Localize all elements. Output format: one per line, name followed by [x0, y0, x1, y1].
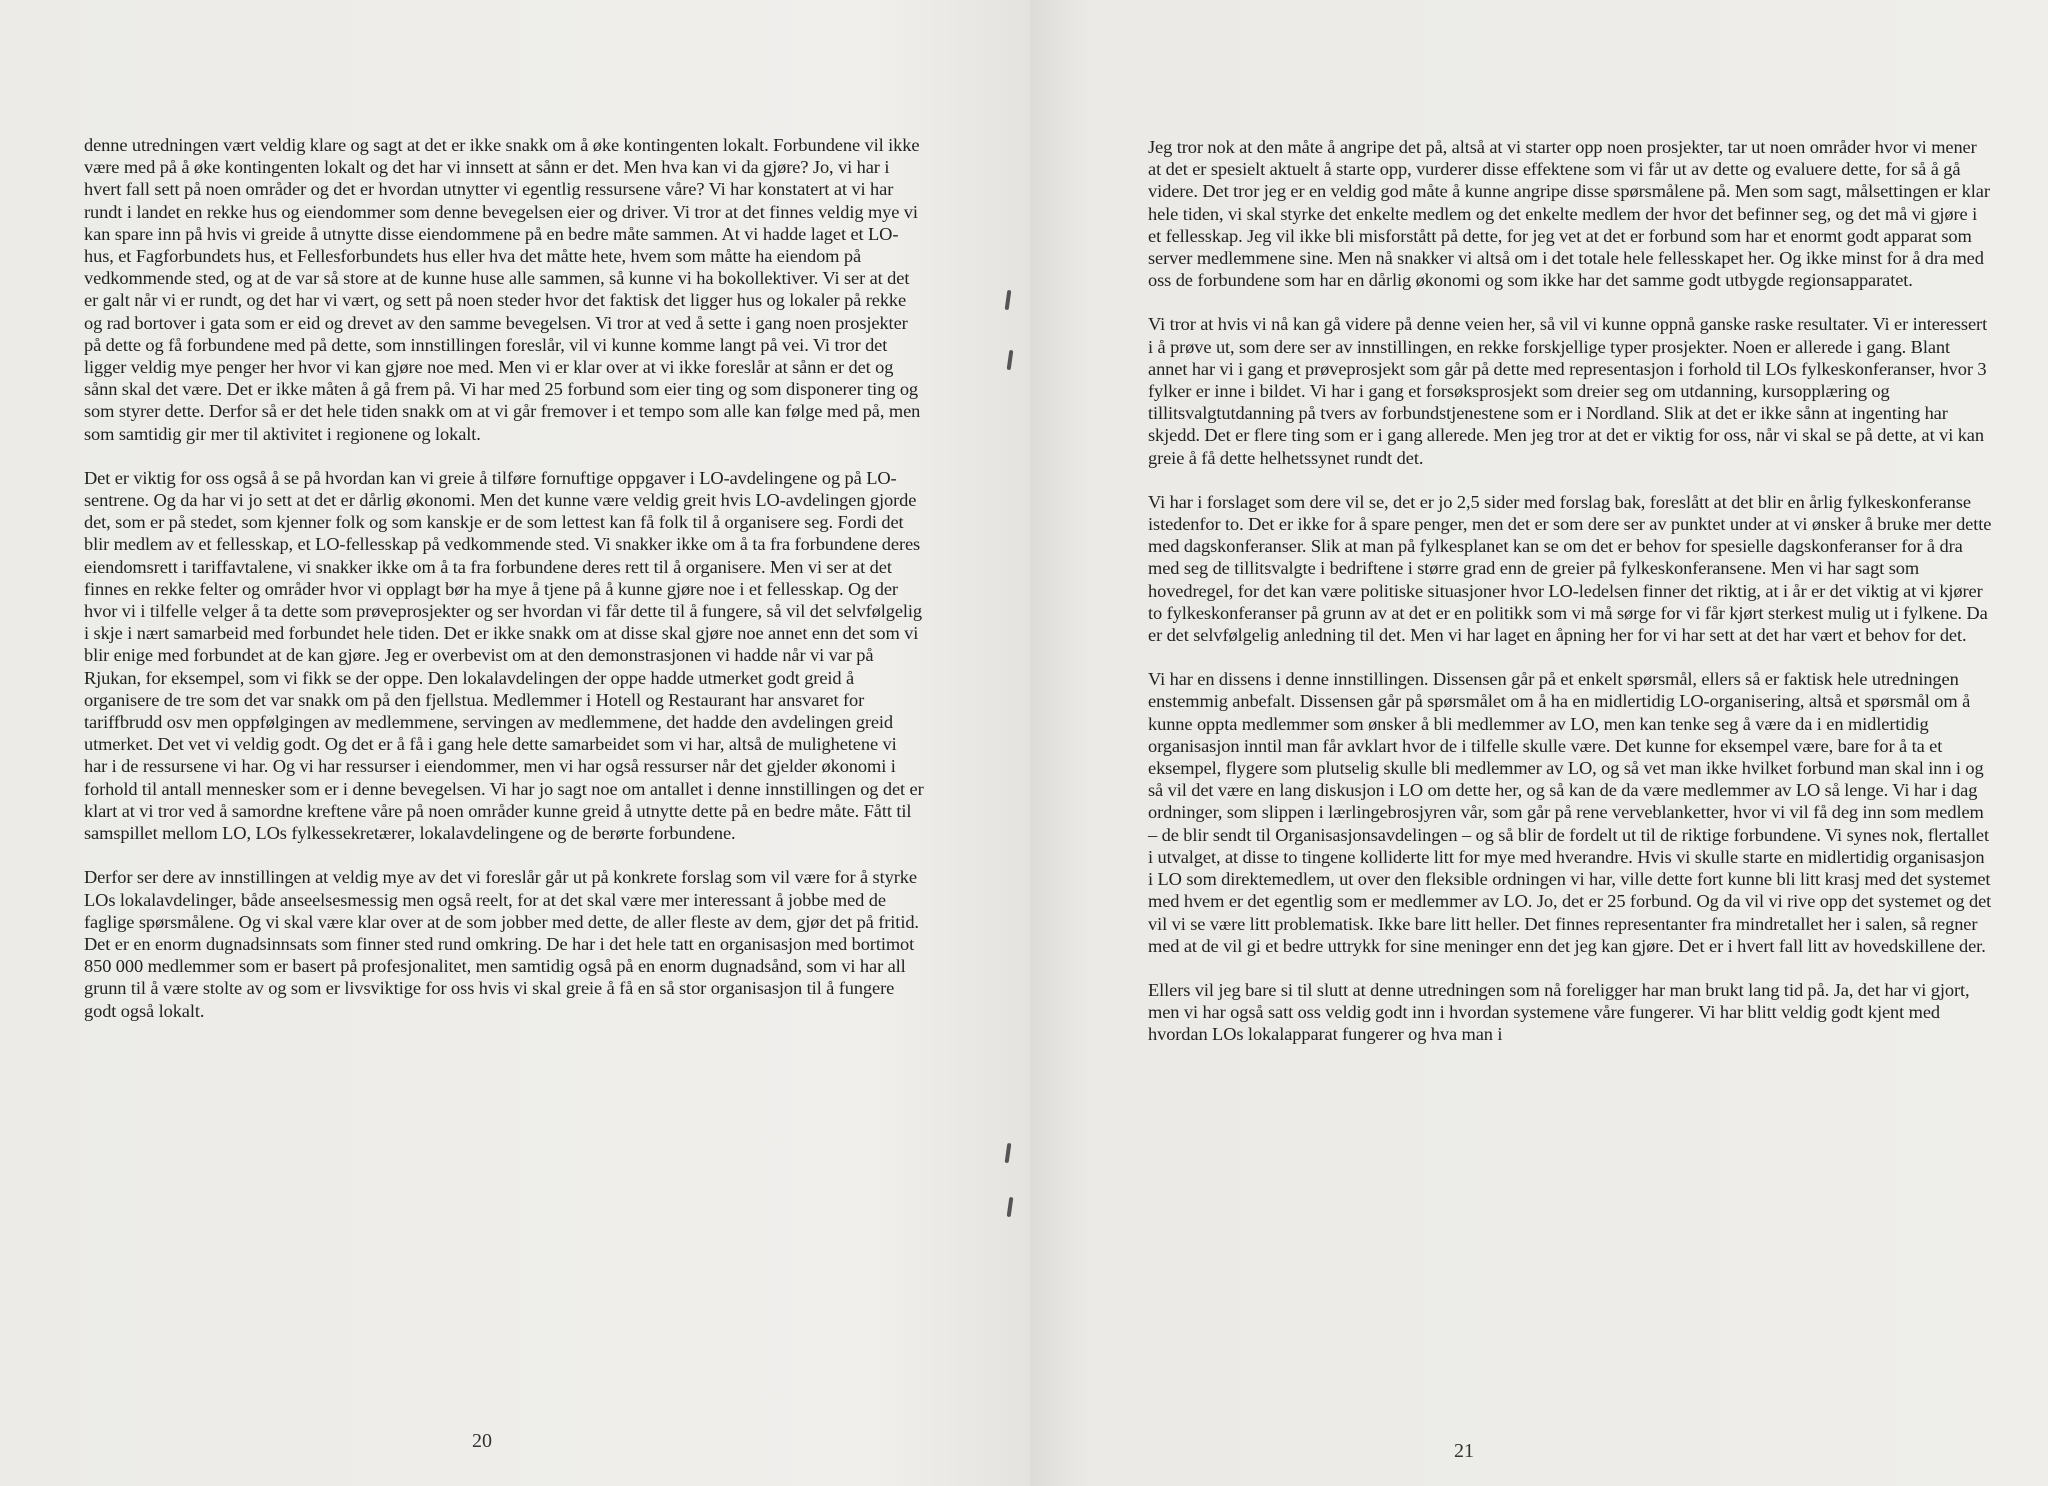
page-number: 21 [1454, 1440, 1474, 1462]
left-page-body [84, 134, 924, 1044]
right-page-body [1148, 136, 1993, 1068]
paragraph: Det er viktig for oss også å se på hvordan kan vi greie å tilføre fornuftige oppgaver i LO-avdelingene og på LO-sentrene. Og da har vi jo sett at det er dårlig økonomi. Men det kunne være veldig greit hvis LO-avdelingen gjorde det, som er på stedet, som kjenner folk og som kanskje er de som lettest kan få folk til å organisere seg. Fordi det blir medlem av et fellesskap, et LO-fellesskap på vedkommende sted. Vi snakker ikke om å ta fra forbundene deres eiendomsrett i tariffavtalene, vi snakker ikke om å ta fra forbundene deres rett til å organisere. Men vi ser at det finnes en rekke felter og områder hvor vi opplagt bør ha mye å tjene på å kunne gjøre noe i et fellesskap. Og der hvor vi i tilfelle velger å ta dette som prøveprosjekter og ser hvordan vi får dette til å fungere, så vil det selvfølgelig i skje i nært samarbeid med forbundet hele tiden. Det er ikke snakk om at disse skal gjøre noe annet enn det som vi blir enige med forbundet at de kan gjøre. Jeg er overbevist om at den demonstrasjonen vi hadde når vi var på Rjukan, for eksempel, som vi fikk se der oppe. Den lokalavdelingen der oppe hadde utmerket godt greid å organisere de tre som det var snakk om på den fjellstua. Medlemmer i Hotell og Restaurant har ansvaret for tariffbrudd osv men oppfølgingen av medlemmene, servingen av medlemmene, det hadde den avdelingen greid utmerket. Det vet vi veldig godt. Og det er å få i gang hele dette samarbeidet som vi har, altså de mulighetene vi har i de ressursene vi har. Og vi har ressurser i eiendommer, men vi har også ressurser når det gjelder økonomi i forhold til antall mennesker som er i denne bevegelsen. Vi har jo sagt noe om antallet i denne innstillingen og det er klart at vi tror ved å samordne kreftene våre på noen områder kunne greid å utnytte dette på en bedre måte. Fått til samspillet mellom LO, LOs fylkessekretærer, lokalavdelingene og de berørte forbundene. [84, 467, 924, 844]
paragraph: Ellers vil jeg bare si til slutt at denne utredningen som nå foreligger har man brukt lang tid på. Ja, det har vi gjort, men vi har også satt oss veldig godt inn i hvordan systemene våre fungerer. Vi har blitt veldig godt kjent med hvordan LOs lokalapparat fungerer og hva man i [1148, 979, 1970, 1045]
right-page [1030, 0, 2048, 1486]
page-number: 20 [472, 1430, 492, 1452]
paragraph: Vi har en dissens i denne innstillingen. Dissensen går på et enkelt spørsmål, ellers så er faktisk hele utredningen enstemmig anbefalt. Dissensen går på spørsmålet om å ha en midlertidig LO-organisering, altså et spørsmål om å kunne oppta medlemmer som ønsker å bli medlemmer av LO, men kan tenke seg å være da i en midlertidig organisasjon inntil man får avklart hvor de i tilfelle skulle være. Det kunne for eksempel være, bare for å ta et eksempel, flygere som plutselig skulle bli medlemmer av LO, og så vet man ikke hvilket forbund man skal inn i og så vil det være en lang diskusjon i LO om dette her, og så kan de da være medlemmer av LO så lenge. Vi har i dag ordninger, som slippen i lærlingebrosjyren vår, som går på rene verveblanketter, hvor vi vil få deg inn som medlem – de blir sendt til Organisasjonsavdelingen – og så blir de fordelt ut til de riktige forbundene. Vi synes nok, flertallet i utvalget, at disse to tingene kolliderte litt for mye med hverandre. Hvis vi skulle starte en midlertidig organisasjon i LO som direktemedlem, ut over den fleksible ordningen vi har, ville dette fort kunne bli litt krasj med det systemet med hvem er det egentlig som er medlemmer av LO. Jo, det er 25 forbund. Og da vil vi rive opp det systemet og det vil vi se være litt problematisk. Ikke bare litt heller. Det finnes representanter fra mindretallet her i salen, så regner med at de vil gi et bedre uttrykk for sine meninger enn det jeg kan gjøre. Det er i hvert fall litt av hovedskillene der. [1148, 669, 1992, 956]
paragraph: denne utredningen vært veldig klare og sagt at det er ikke snakk om å øke kontingenten lokalt. Forbundene vil ikke være med på å øke kontingenten lokalt og det har vi innsett at sånn er det. Men hva kan vi da gjøre? Jo, vi har i hvert fall sett på noen områder og det er hvordan utnytter vi egentlig ressursene våre? Vi har konstatert at vi har rundt i landet en rekke hus og eiendommer som denne bevegelsen eier og driver. Vi tror at det finnes veldig mye vi kan spare inn på hvis vi greide å utnytte disse eiendommene på en bedre måte sammen. At vi hadde laget et LO-hus, et Fagforbundets hus, et Fellesforbundets hus eller hva det måtte hete, hvem som måtte ha eiendom på vedkommende sted, og at de var så store at de kunne huse alle sammen, så kunne vi ha bokollektiver. Vi ser at det er galt når vi er rundt, og det har vi vært, og sett på noen steder hvor det faktisk det ligger hus og lokaler på rekke og rad bortover i gata som er eid og drevet av den samme bevegelsen. Vi tror at ved å sette i gang noen prosjekter på dette og få forbundene med på dette, som innstillingen foreslår, vil vi kunne komme langt på vei. Vi tror det ligger veldig mye penger her hvor vi kan gjøre noe med. Men vi er klar over at vi ikke foreslår at sånn er det og sånn skal det være. Det er ikke måten å gå frem på. Vi har med 25 forbund som eier ting og som disponerer ting og som styrer dette. Derfor så er det hele tiden snakk om at vi går fremover i et tempo som alle kan følge med på, men som samtidig gir mer til aktivitet i regionene og lokalt. [84, 135, 921, 444]
paragraph: Jeg tror nok at den måte å angripe det på, altså at vi starter opp noen prosjekter, tar ut noen områder hvor vi mener at det er spesielt aktuelt å starte opp, vurderer disse effektene som vi får ut av dette og evaluere dette, for så å gå videre. Det tror jeg er en veldig god måte å kunne angripe disse spørsmålene på. Men som sagt, målsettingen er klar hele tiden, vi skal styrke det enkelte medlem og det enkelte medlem der hvor det befinner seg, og det må vi gjøre i et fellesskap. Jeg vil ikke bli misforstått på dette, for jeg vet at det er forbund som har et enormt godt apparat som server medlemmene sine. Men nå snakker vi altså om i det totale hele fellesskapet her. Og ikke minst for å dra med oss de forbundene som har en dårlig økonomi og som ikke har det samme godt utbygde regionsapparatet. [1148, 137, 1990, 291]
paragraph: Vi tror at hvis vi nå kan gå videre på denne veien her, så vil vi kunne oppnå ganske raske resultater. Vi er interessert i å prøve ut, som dere ser av innstillingen, en rekke forskjellige typer prosjekter. Noen er allerede i gang. Blant annet har vi i gang et prøveprosjekt som går på dette med representasjon i forhold til LOs fylkeskonferanser, hvor 3 fylker er inne i bildet. Vi har i gang et forsøksprosjekt som dreier seg om utdanning, kursopplæring og tillitsvalgtutdanning på tvers av forbundstjenestene som er i Nordland. Slik at det er ikke sånn at ingenting har skjedd. Det er flere ting som er i gang allerede. Men jeg tror at det er viktig for oss, når vi skal se på dette, at vi kan greie å få dette helhetssynet rundt det. [1148, 314, 1988, 468]
paragraph: Derfor ser dere av innstillingen at veldig mye av det vi foreslår går ut på konkrete forslag som vil være for å styrke LOs lokalavdelinger, både anseelsesmessig men også reelt, for at det skal være mer interessant å jobbe med de faglige spørsmålene. Og vi skal være klar over at de som jobber med dette, de aller fleste av dem, gjør det på fritid. Det er en enorm dugnadsinnsats som finner sted rund omkring. De har i det hele tatt en organisasjon med bortimot 850 000 medlemmer som er basert på profesjonalitet, men samtidig også på en enorm dugnadsånd, som vi har all grunn til å være stolte av og som er livsviktige for oss hvis vi skal greie å få en så stor organisasjon til å fungere godt også lokalt. [84, 867, 919, 1021]
paragraph: Vi har i forslaget som dere vil se, det er jo 2,5 sider med forslag bak, foreslått at det blir en årlig fylkeskonferanse istedenfor to. Det er ikke for å spare penger, men det er som dere ser av punktet under at vi ønsker å bruke mer dette med dagskonferanser. Slik at man på fylkesplanet kan se om det er behov for spesielle dagskonferanser for å dra med seg de tillitsvalgte i bedriftene i større grad enn de greier på fylkeskonferansene. Men vi har sagt som hovedregel, for det kan være politiske situasjoner hvor LO-ledelsen finner det riktig, at i år er det viktig at vi kjører to fylkeskonferanser på grunn av at det er en politikk som vi må sørge for vi får kjørt sterkest mulig ut i fylkene. Da er det selvfølgelig anledning til det. Men vi har laget en åpning her for vi har sett at det har vært et behov for det. [1148, 491, 1992, 646]
